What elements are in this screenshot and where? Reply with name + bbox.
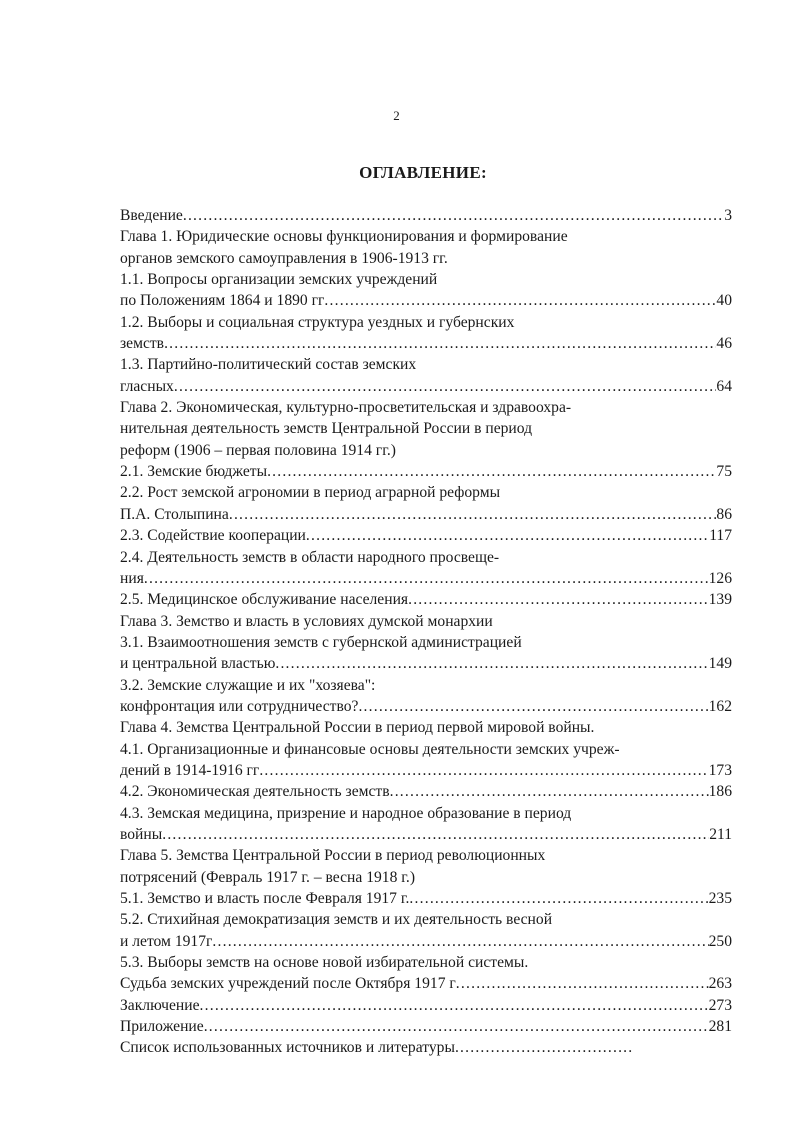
toc-entry (120, 760, 732, 781)
toc-dot-leader (267, 461, 716, 482)
toc-page-number: 273 (708, 996, 732, 1014)
toc-entry-text: Приложение (120, 1018, 204, 1036)
toc-entry: 5.2. Стихийная демократизация земств и их деятельность весной (120, 911, 553, 929)
toc-dot-leader (144, 568, 709, 589)
toc-entry (120, 696, 732, 717)
toc-dot-leader (390, 781, 709, 802)
toc-entry (120, 376, 732, 397)
toc-entry-text: земств (120, 335, 165, 353)
toc-dot-leader (204, 1016, 709, 1037)
toc-entry (120, 333, 732, 354)
toc-entry: 2.4. Деятельность земств в области народного просвеще- (120, 548, 500, 566)
toc-entry-text: конфронтация или сотрудничество? (120, 697, 359, 715)
toc-entry-text: П.А. Столыпина (120, 505, 229, 523)
toc-entry: 1.2. Выборы и социальная структура уездных и губернских (120, 313, 515, 331)
toc-page-number: 149 (708, 655, 732, 673)
toc-entry-text: Судьба земских учреждений после Октября 1917 г (120, 975, 456, 993)
toc-dot-leader (174, 376, 717, 397)
toc-entry (120, 824, 732, 845)
toc-entry-text: Список использованных источников и литературы (120, 1039, 455, 1057)
toc-page-number: 281 (708, 1018, 732, 1036)
table-of-contents (120, 205, 740, 1059)
toc-entry: 1.1. Вопросы организации земских учреждений (120, 271, 438, 289)
toc-dot-leader (408, 589, 709, 610)
toc-entry: 3.2. Земские служащие и их "хозяева": (120, 676, 376, 694)
toc-entry: Глава 1. Юридические основы функционирования и формирование (120, 228, 568, 246)
toc-entry-text: 5.1. Земство и власть после Февраля 1917 г. (120, 890, 410, 907)
toc-dot-leader (456, 973, 709, 994)
toc-entry (120, 888, 732, 909)
toc-page-number: 211 (709, 825, 732, 843)
toc-entry (120, 504, 732, 525)
toc-entry: 5.3. Выборы земств на основе новой избирательной системы. (120, 954, 529, 972)
toc-dot-leader (200, 995, 709, 1016)
toc-entry-text: дений в 1914-1916 гг (120, 761, 260, 779)
toc-page-number: 139 (708, 591, 732, 609)
toc-page-number: 126 (708, 569, 732, 587)
toc-entry (120, 1037, 732, 1058)
toc-page-number: 162 (708, 697, 732, 715)
toc-entry (120, 1016, 732, 1037)
toc-title: ОГЛАВЛЕНИЕ: (359, 163, 487, 182)
toc-entry-text: ния (120, 569, 144, 587)
toc-entry (120, 589, 732, 610)
toc-page-number: 173 (708, 761, 732, 779)
toc-dot-leader (306, 525, 709, 546)
toc-entry-text: по Положениям 1864 и 1890 гг (120, 292, 325, 310)
toc-entry: потрясений (Февраль 1917 г. – весна 1918 г.) (120, 868, 416, 886)
toc-page-number: 75 (716, 463, 732, 481)
toc-entry (120, 461, 732, 482)
toc-entry: Глава 5. Земства Центральной России в период революционных (120, 847, 546, 865)
toc-page-number: 64 (716, 377, 732, 395)
toc-page-number: 46 (716, 335, 732, 353)
toc-dot-leader (455, 1037, 634, 1058)
toc-dot-leader (324, 290, 716, 311)
toc-entry: 2.2. Рост земской агрономии в период аграрной реформы (120, 484, 501, 502)
toc-dot-leader (275, 653, 708, 674)
toc-page-number: 3 (724, 207, 732, 224)
toc-entry (120, 525, 732, 546)
toc-entry: Глава 2. Экономическая, культурно-просветительская и здравоохра- (120, 399, 572, 417)
toc-dot-leader (162, 824, 709, 845)
toc-entry (120, 931, 732, 952)
toc-page-number: 263 (708, 975, 732, 993)
toc-entry-text: 2.3. Содействие кооперации (120, 527, 306, 545)
toc-entry: органов земского самоуправления в 1906-1913 гг. (120, 249, 448, 267)
toc-page-number: 117 (709, 527, 732, 545)
toc-entry (120, 653, 732, 674)
toc-entry: 4.1. Организационные и финансовые основы деятельности земских учреж- (120, 740, 620, 758)
toc-entry-text: 4.2. Экономическая деятельность земств (120, 783, 390, 801)
toc-dot-leader (358, 696, 708, 717)
toc-dot-leader (164, 333, 716, 354)
toc-dot-leader (229, 504, 717, 525)
toc-entry (120, 973, 732, 994)
toc-entry-text: 2.5. Медицинское обслуживание населения (120, 591, 409, 609)
toc-entry-text: 2.1. Земские бюджеты (120, 463, 268, 481)
toc-entry-text: и летом 1917г (120, 932, 213, 950)
toc-entry-text: Введение (120, 207, 183, 224)
page-number: 2 (393, 108, 400, 123)
toc-entry (120, 290, 732, 311)
toc-page-number: 250 (708, 932, 732, 950)
toc-entry: реформ (1906 – первая половина 1914 гг.) (120, 441, 396, 459)
toc-entry: 4.3. Земская медицина, призрение и народное образование в период (120, 804, 572, 822)
toc-page-number: 86 (716, 505, 732, 523)
toc-entry: нительная деятельность земств Центральной России в период (120, 420, 533, 438)
toc-entry-text: и центральной властью (120, 655, 276, 673)
toc-entry (120, 205, 732, 226)
toc-entry (120, 781, 732, 802)
toc-dot-leader (409, 888, 708, 909)
toc-entry: 3.1. Взаимоотношения земств с губернской администрацией (120, 633, 522, 651)
toc-entry: Глава 3. Земство и власть в условиях думской монархии (120, 612, 493, 630)
toc-dot-leader (183, 205, 724, 226)
toc-page-number: 235 (708, 890, 732, 907)
toc-entry-text: гласных (120, 377, 174, 395)
toc-entry-text: Заключение (120, 996, 200, 1014)
toc-entry (120, 995, 732, 1016)
toc-entry: Глава 4. Земства Центральной России в период первой мировой войны. (120, 719, 595, 737)
toc-dot-leader (212, 931, 708, 952)
toc-page-number: 186 (708, 783, 732, 801)
toc-entry-text: войны (120, 825, 163, 843)
toc-page-number: 40 (716, 292, 732, 310)
toc-entry (120, 568, 732, 589)
toc-dot-leader (259, 760, 708, 781)
toc-entry: 1.3. Партийно-политический состав земских (120, 356, 417, 374)
